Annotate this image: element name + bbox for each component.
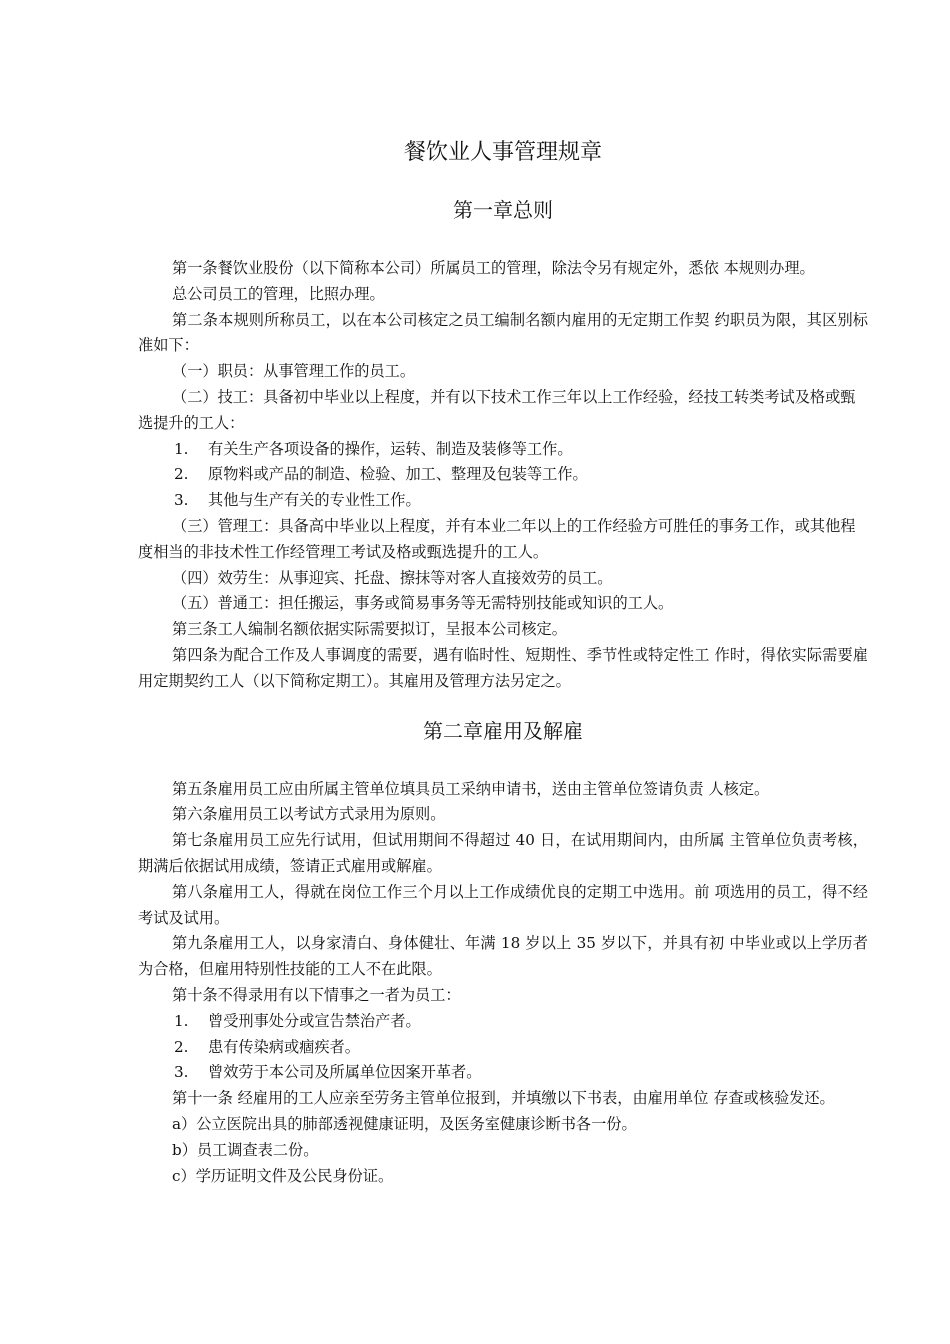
list-item: c）学历证明文件及公民身份证。	[172, 1166, 394, 1185]
list-item-number: 2.	[174, 465, 189, 484]
article-1-paragraph: 第一条餐饮业股份（以下简称本公司）所属员工的管理，除法令另有规定外，悉依 本规则办理。	[172, 259, 815, 277]
list-item	[138, 437, 868, 463]
list-item-number: 1.	[174, 439, 189, 458]
document-page	[138, 138, 868, 1189]
article-4-paragraph: 第四条为配合工作及人事调度的需要，遇有临时性、短期性、季节性或特定性工 作时，得依实际需要雇用定期契约工人（以下简称定期工）。其雇用及管理方法另定之。	[138, 645, 868, 690]
category-technician: （二）技工：具备初中毕业以上程度，并有以下技术工作三年以上工作经验，经技工转类考试及格或甄选提升的工人：	[138, 387, 856, 432]
list-item: b）员工调查表二份。	[172, 1140, 319, 1159]
article-2-paragraph: 第二条本规则所称员工，以在本公司核定之员工编制名额内雇用的无定期工作契 约职员为限，其区别标准如下：	[138, 310, 868, 355]
article-6-paragraph: 第六条雇用员工以考试方式录用为原则。	[172, 805, 446, 824]
list-item-text: 其他与生产有关的专业性工作。	[208, 491, 421, 510]
category-service-staff: （四）效劳生：从事迎宾、托盘、擦抹等对客人直接效劳的员工。	[172, 568, 613, 587]
list-item-number: 3.	[174, 491, 189, 510]
list-item: a）公立医院出具的肺部透视健康证明，及医务室健康诊断书各一份。	[172, 1114, 637, 1133]
chapter-1-title: 第一章总则	[453, 198, 553, 222]
list-item	[138, 1009, 868, 1035]
list-item	[138, 1035, 868, 1061]
list-item-text: 患有传染病或痼疾者。	[208, 1037, 360, 1056]
article-8-paragraph: 第八条雇用工人，得就在岗位工作三个月以上工作成绩优良的定期工中选用。前 项选用的员工，得不经考试及试用。	[138, 882, 868, 927]
category-staff: （一）职员：从事管理工作的员工。	[172, 362, 415, 381]
list-item-number: 1.	[174, 1011, 189, 1030]
category-general-worker: （五）普通工：担任搬运，事务或简易事务等无需特别技能或知识的工人。	[172, 594, 674, 613]
list-item-text: 原物料或产品的制造、检验、加工、整理及包装等工作。	[208, 465, 588, 484]
head-office-paragraph: 总公司员工的管理，比照办理。	[172, 284, 385, 303]
document-title: 餐饮业人事管理规章	[403, 140, 602, 165]
list-item-text: 曾效劳于本公司及所属单位因案开革者。	[208, 1063, 482, 1082]
list-item-number: 2.	[174, 1037, 189, 1056]
article-7-paragraph: 第七条雇用员工应先行试用，但试用期间不得超过 40 日，在试用期间内，由所属 主管单位负责考核，期满后依据试用成绩，签请正式雇用或解雇。	[138, 831, 868, 875]
list-item-text: 有关生产各项设备的操作，运转、制造及装修等工作。	[208, 439, 573, 458]
article-9-paragraph: 第九条雇用工人，以身家清白、身体健壮、年满 18 岁以上 35 岁以下，并具有初 中毕业或以上学历者为合格，但雇用特别性技能的工人不在此限。	[138, 934, 868, 979]
article-11-paragraph: 第十一条 经雇用的工人应亲至劳务主管单位报到，并填缴以下书表，由雇用单位 存查或核验发还。	[172, 1089, 835, 1108]
list-item	[138, 488, 868, 514]
list-item-number: 3.	[174, 1063, 189, 1082]
article-3-paragraph: 第三条工人编制名额依据实际需要拟订，呈报本公司核定。	[172, 620, 567, 639]
category-management-worker: （三）管理工：具备高中毕业以上程度，并有本业二年以上的工作经验方可胜任的事务工作，或其他程度相当的非技术性工作经管理工考试及格或甄选提升的工人。	[138, 516, 856, 561]
chapter-2-title: 第二章雇用及解雇	[423, 718, 583, 743]
list-item-text: 曾受刑事处分或宣告禁治产者。	[208, 1011, 421, 1030]
article-10-paragraph: 第十条不得录用有以下情事之一者为员工：	[172, 985, 461, 1004]
list-item	[138, 462, 868, 488]
article-5-paragraph: 第五条雇用员工应由所属主管单位填具员工采纳申请书，送由主管单位签请负责 人核定。	[172, 779, 770, 798]
list-item	[138, 1060, 868, 1086]
